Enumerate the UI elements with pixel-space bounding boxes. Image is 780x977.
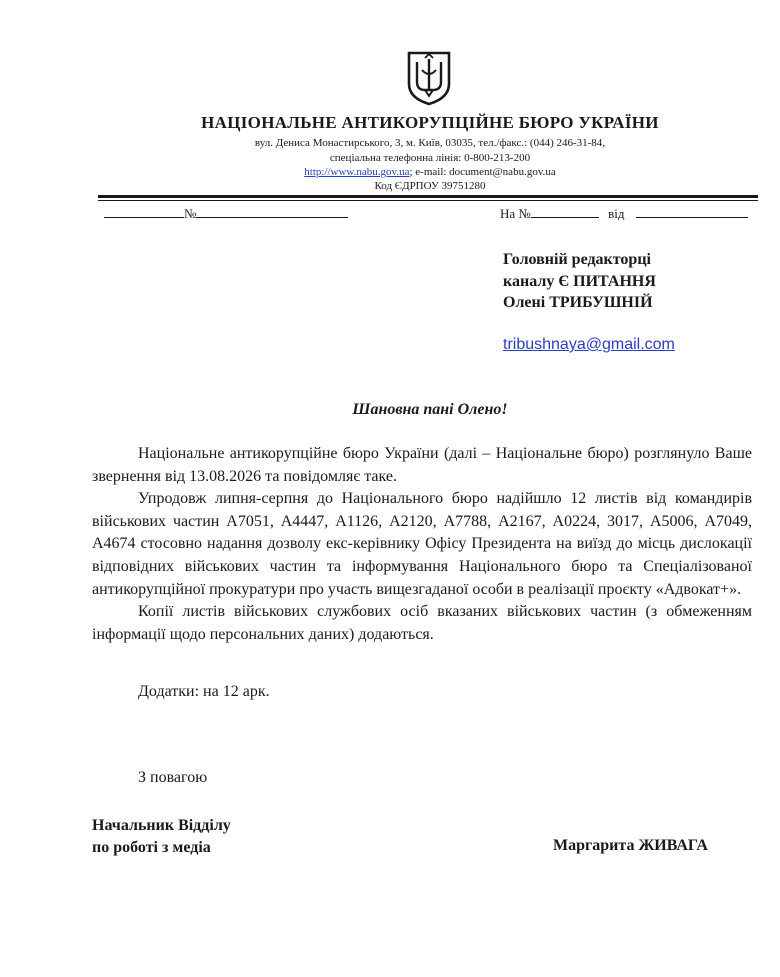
email-text: ; e-mail: document@nabu.gov.ua: [409, 166, 556, 178]
date-blank: [104, 205, 184, 218]
number-blank: [196, 205, 348, 218]
on-number-blank: [531, 205, 599, 218]
position-line-1: Начальник Відділу: [92, 817, 231, 834]
address-line: вул. Дениса Монастирського, 3, м. Київ, 03035, тел./факс.: (044) 246-31-84,: [254, 137, 606, 149]
signatory-name: Маргарита ЖИВАГА: [553, 837, 708, 854]
recipient-line-2: каналу Є ПИТАННЯ: [503, 273, 656, 290]
attachments-note: Додатки: на 12 арк.: [138, 683, 270, 700]
tryzub-emblem-icon: [403, 50, 455, 106]
recipient-email-link[interactable]: tribushnaya@gmail.com: [503, 336, 675, 353]
contacts-line: [0, 166, 780, 178]
hotline-line: спеціальна телефонна лінія: 0-800-213-200: [329, 152, 531, 164]
header-divider-thick: [98, 195, 758, 198]
letter-body: [92, 443, 752, 646]
number-sign: №: [184, 206, 197, 221]
on-number-label: На №: [500, 206, 531, 221]
website-link[interactable]: http://www.nabu.gov.ua: [304, 166, 410, 178]
salutation: Шановна пані Олено!: [352, 401, 508, 418]
body-paragraph-2: Упродовж липня-серпня до Національного бюро надійшло 12 листів від командирів військових частин А7051, А4447, А1126, А2120, А7788, А2167, А0224, 3017, А5006, А7049, А4674 стосовно надання дозволу екс-керівнику Офісу Президента на виїзд до місць дислокації відповідних військових частин та інформування Національного бюро та Спеціалізованої антикорупційної прокуратури про участь вищезгаданої особи в реалізації проєкту «Адвокат+».: [92, 490, 752, 598]
org-title: НАЦІОНАЛЬНЕ АНТИКОРУПЦІЙНЕ БЮРО УКРАЇНИ: [201, 113, 659, 132]
recipient-line-3: Олені ТРИБУШНІЙ: [503, 294, 653, 311]
header-divider-thin: [98, 200, 758, 201]
from-blank: [636, 205, 748, 218]
incoming-ref: [500, 205, 748, 222]
outgoing-ref: [104, 205, 348, 222]
recipient-line-1: Головній редакторці: [503, 251, 651, 268]
position-line-2: по роботі з медіа: [92, 839, 211, 856]
body-paragraph-1: Національне антикорупційне бюро України (далі – Національне бюро) розглянуло Ваше звернення від 13.08.2026 та повідомляє таке.: [92, 445, 752, 485]
from-label: від: [608, 206, 625, 221]
body-paragraph-3: Копії листів військових службових осіб вказаних військових частин (з обмеженням інформації щодо персональних даних) додаються.: [92, 603, 752, 643]
edrpou-line: Код ЄДРПОУ 39751280: [374, 180, 486, 192]
signatory-position: [92, 815, 231, 859]
closing: З повагою: [138, 769, 208, 786]
